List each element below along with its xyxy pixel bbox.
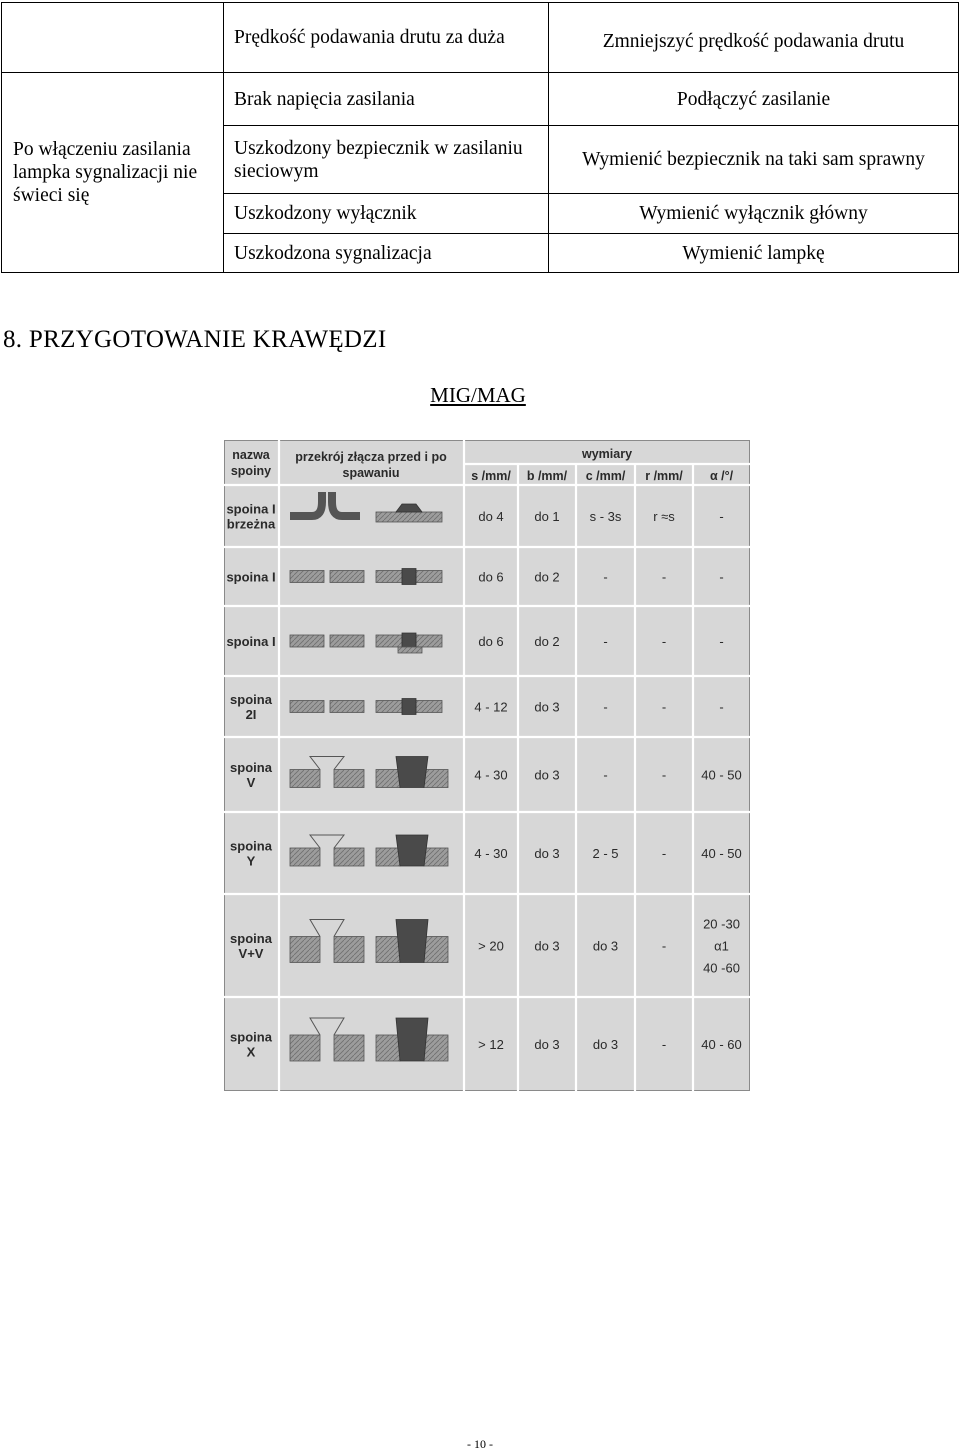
header-c: c /mm/ (585, 469, 626, 483)
joint-sketch (290, 920, 448, 963)
value-c: 2 - 5 (592, 846, 619, 861)
plate-section (334, 848, 364, 866)
value-alpha: 20 -30 (703, 916, 740, 932)
value-r: - (661, 938, 667, 954)
table-row (2, 3, 959, 73)
plate-section (330, 635, 364, 647)
joint-sketch (290, 492, 442, 522)
cause-cell: Uszkodzony wyłącznik (224, 194, 549, 234)
header-dimensions: wymiary (581, 447, 633, 461)
table-border (225, 441, 750, 1091)
plate-section (376, 1035, 400, 1061)
value-s: 4 - 12 (474, 699, 508, 715)
joint-sketch (290, 633, 442, 653)
value-c: do 3 (592, 1037, 619, 1052)
weld-bead (396, 1018, 428, 1061)
plate-section (376, 701, 402, 713)
joint-name: spoina (230, 931, 272, 946)
plate-section (334, 937, 364, 963)
value-r: - (661, 569, 667, 585)
joint-name: brzeżna (226, 516, 276, 532)
plate-section (376, 937, 400, 963)
joint-name: spoina I (226, 569, 276, 585)
value-b: do 3 (534, 938, 560, 954)
plate-section (376, 635, 402, 647)
weld-bead (402, 699, 416, 715)
value-c: s - 3s (589, 509, 622, 524)
joint-sketch (290, 569, 442, 585)
value-s: 4 - 30 (474, 767, 508, 783)
value-b: do 1 (534, 509, 560, 524)
plate-section (290, 848, 320, 866)
weld-bead (396, 835, 428, 866)
value-alpha: 40 - 60 (701, 1037, 742, 1052)
value-s: > 12 (478, 1037, 504, 1052)
plate-section (290, 635, 324, 647)
header-name: nazwa (232, 448, 270, 462)
process-subtitle: MIG/MAG (430, 383, 526, 407)
flange-edge (290, 492, 322, 516)
symptom-cell: Po włączeniu zasilania lampka sygnalizacji nie świeci się (2, 73, 224, 273)
plate-section (416, 701, 442, 713)
value-s: do 4 (478, 509, 504, 524)
table-row (2, 73, 959, 126)
header-s: s /mm/ (471, 469, 511, 483)
value-b: do 2 (534, 634, 560, 649)
remedy-cell: Wymienić lampkę (549, 234, 959, 273)
plate-section (330, 571, 364, 583)
value-alpha: 40 - 50 (701, 846, 742, 861)
joint-name: X (246, 1044, 256, 1060)
weld-bead (396, 757, 428, 788)
joint-name: spoina I (226, 501, 276, 517)
joint-name: spoina (230, 1029, 272, 1045)
value-c: - (603, 767, 608, 783)
value-r: - (661, 846, 667, 861)
value-s: 4 - 30 (474, 846, 508, 861)
header-alpha: α /°/ (709, 469, 734, 483)
plate-section (290, 571, 324, 583)
joint-name: V+V (238, 946, 264, 961)
remedy-cell: Podłączyć zasilanie (549, 73, 959, 126)
joint-sketch (290, 835, 448, 866)
plate-section (334, 770, 364, 788)
plate-section (376, 770, 400, 788)
plate-section (416, 635, 442, 647)
value-r: - (661, 634, 667, 649)
groove-outline (310, 1018, 344, 1035)
header-b: b /mm/ (526, 469, 568, 483)
value-r: - (661, 767, 667, 783)
plate-section (376, 571, 402, 583)
header-r: r /mm/ (645, 469, 683, 483)
value-c: - (603, 569, 608, 585)
remedy-cell: Wymienić bezpiecznik na taki sam sprawny (549, 126, 959, 194)
header-section: przekrój złącza przed i po (295, 450, 447, 464)
joint-sketch (290, 699, 442, 715)
groove-outline (310, 757, 344, 770)
section-title: 8. PRZYGOTOWANIE KRAWĘDZI (3, 326, 387, 353)
value-b: do 2 (534, 569, 560, 585)
joint-sketch (290, 1018, 448, 1061)
plate-section (424, 1035, 448, 1061)
joint-cross-sections (290, 492, 448, 1061)
weld-preparation-table (224, 440, 750, 1091)
value-alpha: 40 - 50 (701, 767, 742, 783)
troubleshooting-table (1, 2, 959, 273)
cause-cell: Uszkodzony bezpiecznik w zasilaniu sieciowym (224, 126, 549, 194)
header-section: spawaniu (342, 466, 400, 480)
plate-section (290, 1035, 320, 1061)
weld-table-figure (224, 440, 750, 1091)
weld-bead (396, 920, 428, 963)
value-b: do 3 (534, 699, 560, 715)
plate-section (416, 571, 442, 583)
value-alpha: α1 (714, 938, 729, 954)
value-r: - (661, 1037, 667, 1052)
cause-cell: Uszkodzona sygnalizacja (224, 234, 549, 273)
symptom-cell (2, 3, 224, 73)
value-alpha: - (719, 634, 724, 649)
cause-cell: Prędkość podawania drutu za duża (224, 3, 549, 73)
joint-name: spoina (230, 760, 272, 775)
joint-name: 2I (245, 707, 257, 722)
joint-sketch (290, 757, 448, 788)
plate-section (398, 647, 422, 653)
flange-edge (332, 492, 360, 516)
value-r: - (661, 699, 667, 715)
value-b: do 3 (534, 1037, 560, 1052)
weld-bead (402, 633, 416, 649)
value-s: do 6 (478, 634, 504, 649)
plate-section (290, 937, 320, 963)
value-b: do 3 (534, 767, 560, 783)
groove-outline (310, 835, 344, 848)
weld-bead (402, 569, 416, 585)
plate-section (424, 848, 448, 866)
weld-table-text (226, 447, 741, 1060)
plate-section (290, 701, 324, 713)
remedy-cell: Zmniejszyć prędkość podawania drutu (549, 3, 959, 73)
value-alpha: 40 -60 (703, 960, 740, 976)
value-alpha: - (719, 569, 724, 585)
header-name: spoiny (230, 464, 272, 478)
joint-name: spoina (230, 838, 272, 854)
plate-section (424, 937, 448, 963)
page-number: - 10 - (467, 1437, 493, 1451)
value-c: - (603, 634, 608, 649)
value-alpha: - (719, 699, 724, 715)
plate-section (334, 1035, 364, 1061)
plate-section (424, 770, 448, 788)
joint-name: V (246, 775, 256, 790)
plate-section (376, 848, 400, 866)
plate-section (376, 512, 442, 522)
plate-section (330, 701, 364, 713)
value-s: > 20 (478, 938, 504, 954)
value-alpha: - (719, 509, 724, 524)
value-b: do 3 (534, 846, 560, 861)
groove-outline (310, 920, 344, 937)
value-c: do 3 (592, 938, 619, 954)
value-c: - (603, 699, 608, 715)
remedy-cell: Wymienić wyłącznik główny (549, 194, 959, 234)
plate-section (290, 770, 320, 788)
weld-table-grid (224, 440, 750, 1091)
joint-name: spoina (230, 692, 272, 707)
cause-cell: Brak napięcia zasilania (224, 73, 549, 126)
joint-name: Y (246, 853, 256, 869)
weld-bead (396, 504, 422, 512)
value-s: do 6 (478, 569, 504, 585)
joint-name: spoina I (226, 634, 276, 649)
value-r: r ≈s (653, 509, 675, 524)
